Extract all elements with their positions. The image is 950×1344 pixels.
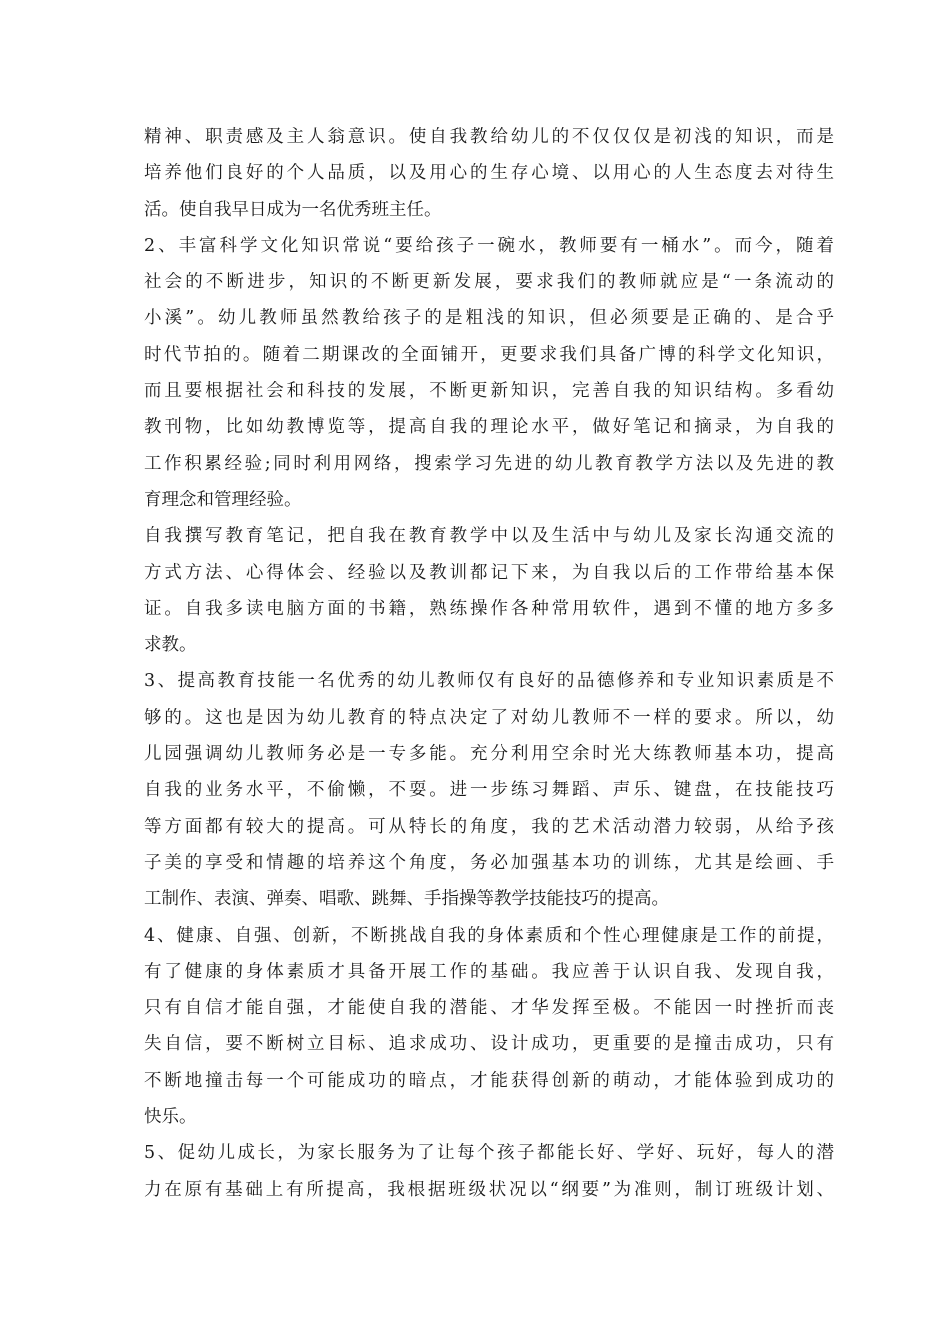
text-line: 教刊物，比如幼教博览等，提高自我的理论水平，做好笔记和摘录，为自我的 — [144, 417, 834, 438]
document-body — [144, 119, 834, 1208]
text-line: 自我的业务水平，不偷懒，不耍。进一步练习舞蹈、声乐、键盘，在技能技巧 — [144, 780, 834, 801]
text-line: 而且要根据社会和科技的发展，不断更新知识，完善自我的知识结构。多看幼 — [144, 381, 834, 402]
text-line: 活。使自我早日成为一名优秀班主任。 — [144, 199, 442, 220]
text-line: 子美的享受和情趣的培养这个角度，务必加强基本功的训练，尤其是绘画、手 — [144, 852, 834, 873]
text-line: 5、促幼儿成长，为家长服务为了让每个孩子都能长好、学好、玩好，每人的潜 — [144, 1143, 834, 1164]
text-line: 自我撰写教育笔记，把自我在教育教学中以及生活中与幼儿及家长沟通交流的 — [144, 526, 834, 547]
text-line: 4、健康、自强、创新，不断挑战自我的身体素质和个性心理健康是工作的前提， — [144, 925, 834, 946]
text-line: 精神、职责感及主人翁意识。使自我教给幼儿的不仅仅仅是初浅的知识，而是 — [144, 127, 834, 147]
text-line: 工作积累经验;同时利用网络，搜索学习先进的幼儿教育教学方法以及先进的教 — [144, 453, 834, 474]
text-line: 失自信，要不断树立目标、追求成功、设计成功，更重要的是撞击成功，只有 — [144, 1034, 834, 1055]
text-line: 儿园强调幼儿教师务必是一专多能。充分利用空余时光大练教师基本功，提高 — [144, 744, 834, 765]
text-line: 力在原有基础上有所提高，我根据班级状况以“纲要”为准则，制订班级计划、 — [144, 1179, 834, 1200]
text-line: 证。自我多读电脑方面的书籍，熟练操作各种常用软件，遇到不懂的地方多多 — [144, 598, 834, 619]
text-line: 小溪”。幼儿教师虽然教给孩子的是粗浅的知识，但必须要是正确的、是合乎 — [144, 308, 834, 329]
text-line: 工制作、表演、弹奏、唱歌、跳舞、手指操等教学技能技巧的提高。 — [144, 889, 669, 910]
text-line: 够的。这也是因为幼儿教育的特点决定了对幼儿教师不一样的要求。所以，幼 — [144, 707, 834, 728]
text-line: 求教。 — [144, 635, 197, 656]
text-line: 只有自信才能自强，才能使自我的潜能、才华发挥至极。不能因一时挫折而丧 — [144, 998, 834, 1019]
text-line: 育理念和管理经验。 — [144, 489, 302, 510]
text-line: 有了健康的身体素质才具备开展工作的基础。我应善于认识自我、发现自我， — [144, 961, 834, 982]
text-line: 不断地撞击每一个可能成功的暗点，才能获得创新的萌动，才能体验到成功的 — [144, 1070, 834, 1091]
text-line: 等方面都有较大的提高。可从特长的角度，我的艺术活动潜力较弱，从给予孩 — [144, 816, 834, 837]
text-line: 社会的不断进步，知识的不断更新发展，要求我们的教师就应是“一条流动的 — [144, 272, 834, 293]
text-line: 快乐。 — [144, 1107, 197, 1128]
text-line: 培养他们良好的个人品质，以及用心的生存心境、以用心的人生态度去对待生 — [144, 163, 834, 184]
text-line: 方式方法、心得体会、经验以及教训都记下来，为自我以后的工作带给基本保 — [144, 562, 834, 583]
text-line: 时代节拍的。随着二期课改的全面铺开，更要求我们具备广博的科学文化知识， — [144, 344, 834, 365]
text-line: 2、丰富科学文化知识常说“要给孩子一碗水，教师要有一桶水”。而今，随着 — [144, 235, 834, 256]
text-line: 3、提高教育技能一名优秀的幼儿教师仅有良好的品德修养和专业知识素质是不 — [144, 671, 834, 692]
